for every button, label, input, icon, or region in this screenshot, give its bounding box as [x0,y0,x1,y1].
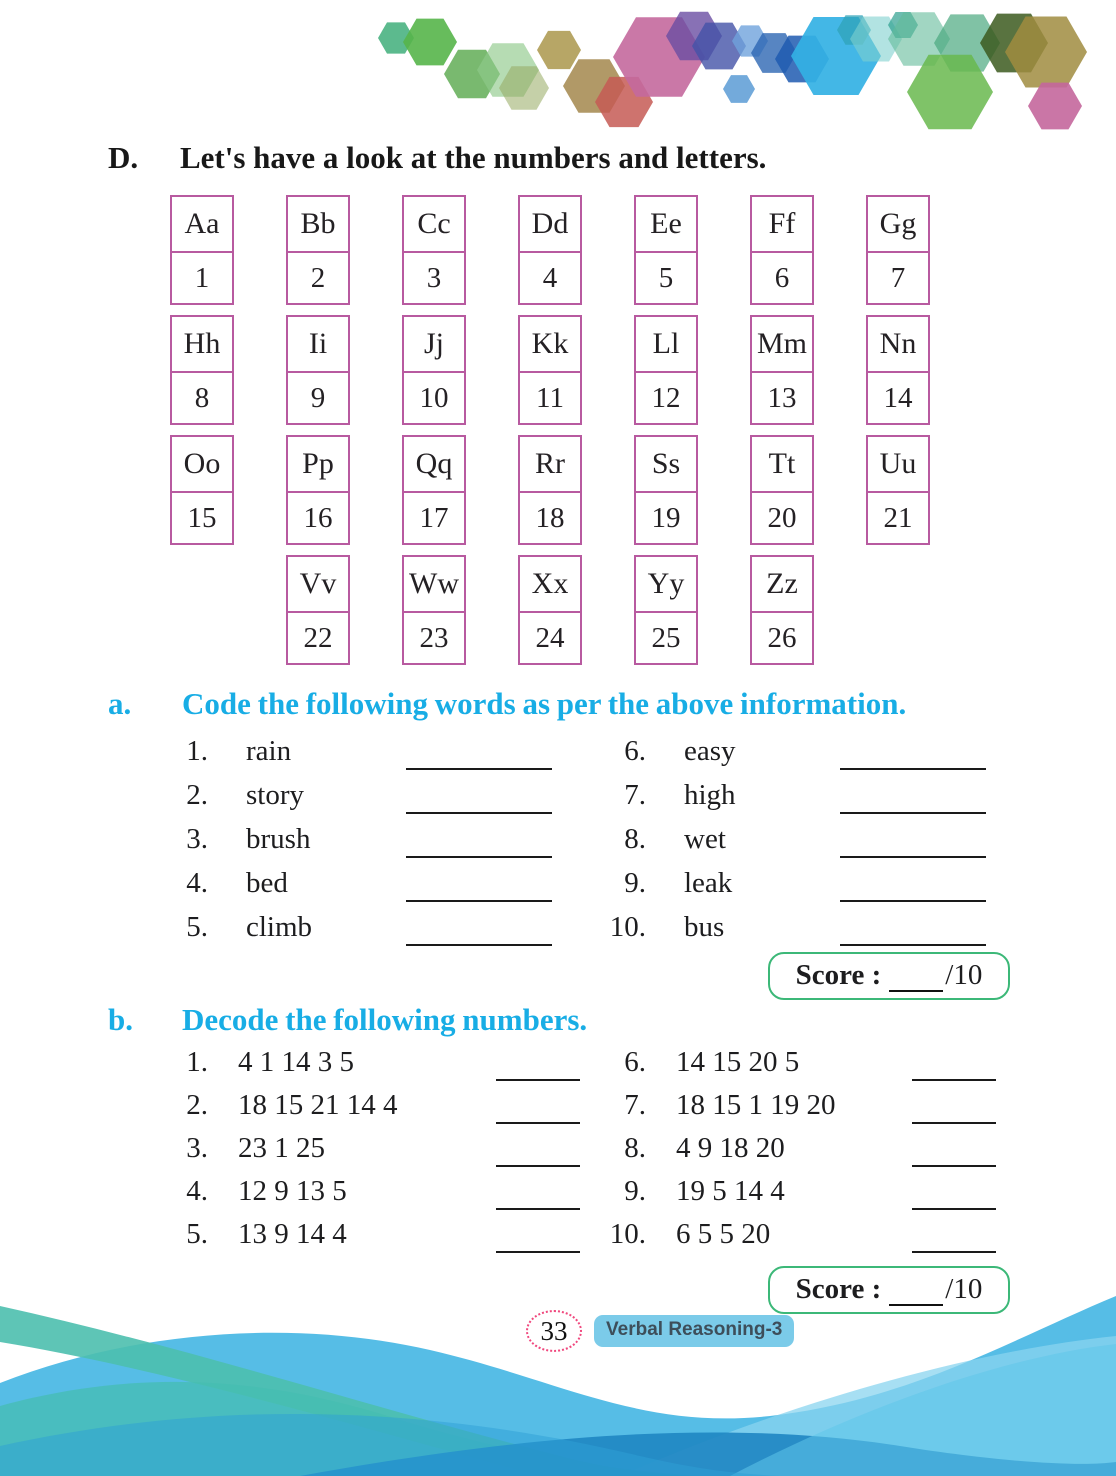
item-number: 8. [624,1132,646,1164]
number-cell: 13 [750,371,814,425]
answer-blank-field[interactable] [912,1217,996,1253]
section-b-list-right [588,1038,996,1253]
list-item [160,1124,580,1167]
item-text: wet [684,823,726,855]
list-item [588,770,986,814]
list-item [160,902,552,946]
hexagon-shape [403,19,457,66]
answer-blank-field[interactable] [912,1088,996,1124]
section-a-heading-text: Code the following words as per the above information. [182,686,907,721]
letter-cell: Oo [170,435,234,493]
number-cell: 7 [866,251,930,305]
letter-number-pair [634,555,698,665]
grid-row [0,195,1116,305]
list-item [588,814,986,858]
item-number: 3. [186,823,208,855]
number-cell: 23 [402,611,466,665]
letter-cell: Ii [286,315,350,373]
letter-number-pair [750,195,814,305]
list-item [588,858,986,902]
list-item [588,1167,996,1210]
book-title: Verbal Reasoning-3 [606,1319,783,1340]
item-number: 4. [186,867,208,899]
header-hexagons-decoration [0,0,1116,150]
score-blank-field[interactable] [889,964,943,992]
number-cell: 20 [750,491,814,545]
book-title-badge [594,1315,794,1347]
item-text: rain [246,735,292,767]
letter-number-grid [0,195,1116,675]
letter-number-pair [866,315,930,425]
item-text: 14 15 20 5 [676,1046,800,1078]
item-number: 7. [624,1089,646,1121]
list-item [160,1038,580,1081]
list-item [588,1210,996,1253]
score-box-a [768,952,1010,1000]
score-box-b [768,1266,1010,1314]
letter-number-pair [286,195,350,305]
number-cell: 8 [170,371,234,425]
letter-cell: Aa [170,195,234,253]
answer-blank-field[interactable] [406,910,552,946]
score-blank-field[interactable] [889,1278,943,1306]
number-cell: 18 [518,491,582,545]
item-number: 8. [624,823,646,855]
section-d-title [108,140,1068,176]
number-cell: 3 [402,251,466,305]
letter-number-pair [518,555,582,665]
letter-number-pair [750,555,814,665]
item-text: brush [246,823,311,855]
letter-number-pair [170,195,234,305]
score-label: Score : [795,1273,882,1305]
number-cell: 10 [402,371,466,425]
number-cell: 4 [518,251,582,305]
item-text: 4 9 18 20 [676,1132,785,1164]
section-b-heading [108,1002,1068,1038]
footer [526,1310,794,1352]
list-item [588,1081,996,1124]
item-text: bus [684,911,725,943]
answer-blank-field[interactable] [406,822,552,858]
item-number: 6. [624,735,646,767]
answer-blank-field[interactable] [912,1131,996,1167]
letter-cell: Qq [402,435,466,493]
number-cell: 12 [634,371,698,425]
list-item [160,814,552,858]
letter-cell: Tt [750,435,814,493]
number-cell: 9 [286,371,350,425]
item-text: 18 15 21 14 4 [238,1089,398,1121]
letter-number-pair [402,555,466,665]
list-item [160,770,552,814]
item-text: bed [246,867,288,899]
letter-cell: Nn [866,315,930,373]
number-cell: 21 [866,491,930,545]
number-cell: 11 [518,371,582,425]
letter-cell: Ss [634,435,698,493]
answer-blank-field[interactable] [840,734,986,770]
answer-blank-field[interactable] [840,822,986,858]
item-number: 9. [624,1175,646,1207]
answer-blank-field[interactable] [496,1045,580,1081]
item-number: 5. [186,911,208,943]
item-text: 13 9 14 4 [238,1218,347,1250]
item-number: 4. [186,1175,208,1207]
letter-number-pair [402,195,466,305]
letter-cell: Ff [750,195,814,253]
item-number: 9. [624,867,646,899]
letter-cell: Ll [634,315,698,373]
letter-number-pair [518,435,582,545]
item-number: 2. [186,779,208,811]
list-item [160,858,552,902]
item-text: 19 5 14 4 [676,1175,785,1207]
answer-blank-field[interactable] [406,778,552,814]
score-label: Score : [795,959,882,991]
letter-number-pair [634,195,698,305]
letter-cell: Cc [402,195,466,253]
item-text: 4 1 14 3 5 [238,1046,354,1078]
number-cell: 16 [286,491,350,545]
item-text: 12 9 13 5 [238,1175,347,1207]
letter-cell: Ee [634,195,698,253]
item-text: climb [246,911,313,943]
section-a-list-right [588,726,986,946]
letter-cell: Pp [286,435,350,493]
letter-number-pair [866,435,930,545]
letter-number-pair [286,435,350,545]
letter-number-pair [170,315,234,425]
letter-cell: Yy [634,555,698,613]
number-cell: 24 [518,611,582,665]
item-text: high [684,779,736,811]
number-cell: 5 [634,251,698,305]
section-a-heading [108,686,1068,722]
number-cell: 15 [170,491,234,545]
item-number: 10. [609,1218,646,1250]
item-number: 6. [624,1046,646,1078]
page-number-badge [526,1310,582,1352]
hexagon-shape [723,75,755,103]
score-total: /10 [945,1273,983,1305]
letter-number-pair [866,195,930,305]
letter-cell: Ww [402,555,466,613]
section-d-text: Let's have a look at the numbers and letters. [180,140,767,175]
answer-blank-field[interactable] [406,734,552,770]
letter-cell: Uu [866,435,930,493]
number-cell: 2 [286,251,350,305]
number-cell: 1 [170,251,234,305]
answer-blank-field[interactable] [496,1174,580,1210]
list-item [588,1124,996,1167]
letter-cell: Bb [286,195,350,253]
letter-number-pair [750,315,814,425]
item-text: leak [684,867,733,899]
number-cell: 14 [866,371,930,425]
item-number: 3. [186,1132,208,1164]
letter-cell: Xx [518,555,582,613]
answer-blank-field[interactable] [912,1174,996,1210]
section-b-label: b. [108,1002,133,1037]
letter-cell: Dd [518,195,582,253]
answer-blank-field[interactable] [406,866,552,902]
letter-number-pair [170,435,234,545]
list-item [160,1210,580,1253]
letter-number-pair [634,435,698,545]
item-text: 23 1 25 [238,1132,325,1164]
letter-number-pair [402,315,466,425]
letter-number-pair [518,195,582,305]
item-number: 1. [186,1046,208,1078]
answer-blank-field[interactable] [496,1088,580,1124]
item-number: 2. [186,1089,208,1121]
list-item [160,1081,580,1124]
letter-cell: Jj [402,315,466,373]
number-cell: 17 [402,491,466,545]
letter-number-pair [286,555,350,665]
letter-number-pair [634,315,698,425]
letter-cell: Gg [866,195,930,253]
number-cell: 22 [286,611,350,665]
hexagon-shape [537,31,581,69]
section-b-list-left [160,1038,580,1253]
list-item [160,726,552,770]
list-item [588,1038,996,1081]
number-cell: 25 [634,611,698,665]
number-cell: 6 [750,251,814,305]
item-text: 6 5 5 20 [676,1218,771,1250]
grid-row [0,315,1116,425]
list-item [160,1167,580,1210]
list-item [588,726,986,770]
number-cell: 26 [750,611,814,665]
letter-cell: Vv [286,555,350,613]
letter-number-pair [750,435,814,545]
section-a-label: a. [108,686,132,721]
page-number: 33 [540,1315,568,1346]
item-text: easy [684,735,736,767]
letter-cell: Kk [518,315,582,373]
answer-blank-field[interactable] [840,778,986,814]
letter-cell: Hh [170,315,234,373]
item-number: 10. [609,911,646,943]
answer-blank-field[interactable] [496,1217,580,1253]
letter-number-pair [402,435,466,545]
item-number: 5. [186,1218,208,1250]
item-text: story [246,779,304,811]
list-item [588,902,986,946]
letter-number-pair [286,315,350,425]
item-number: 1. [186,735,208,767]
grid-row [0,555,1116,665]
grid-row [0,435,1116,545]
answer-blank-field[interactable] [496,1131,580,1167]
item-text: 18 15 1 19 20 [676,1089,836,1121]
section-d-label: D. [108,140,139,175]
item-number: 7. [624,779,646,811]
answer-blank-field[interactable] [840,866,986,902]
letter-cell: Zz [750,555,814,613]
answer-blank-field[interactable] [912,1045,996,1081]
letter-number-pair [518,315,582,425]
section-a-list-left [160,726,552,946]
letter-cell: Mm [750,315,814,373]
letter-cell: Rr [518,435,582,493]
hexagon-shape [1028,83,1082,130]
answer-blank-field[interactable] [840,910,986,946]
score-total: /10 [945,959,983,991]
number-cell: 19 [634,491,698,545]
section-b-heading-text: Decode the following numbers. [182,1002,588,1037]
